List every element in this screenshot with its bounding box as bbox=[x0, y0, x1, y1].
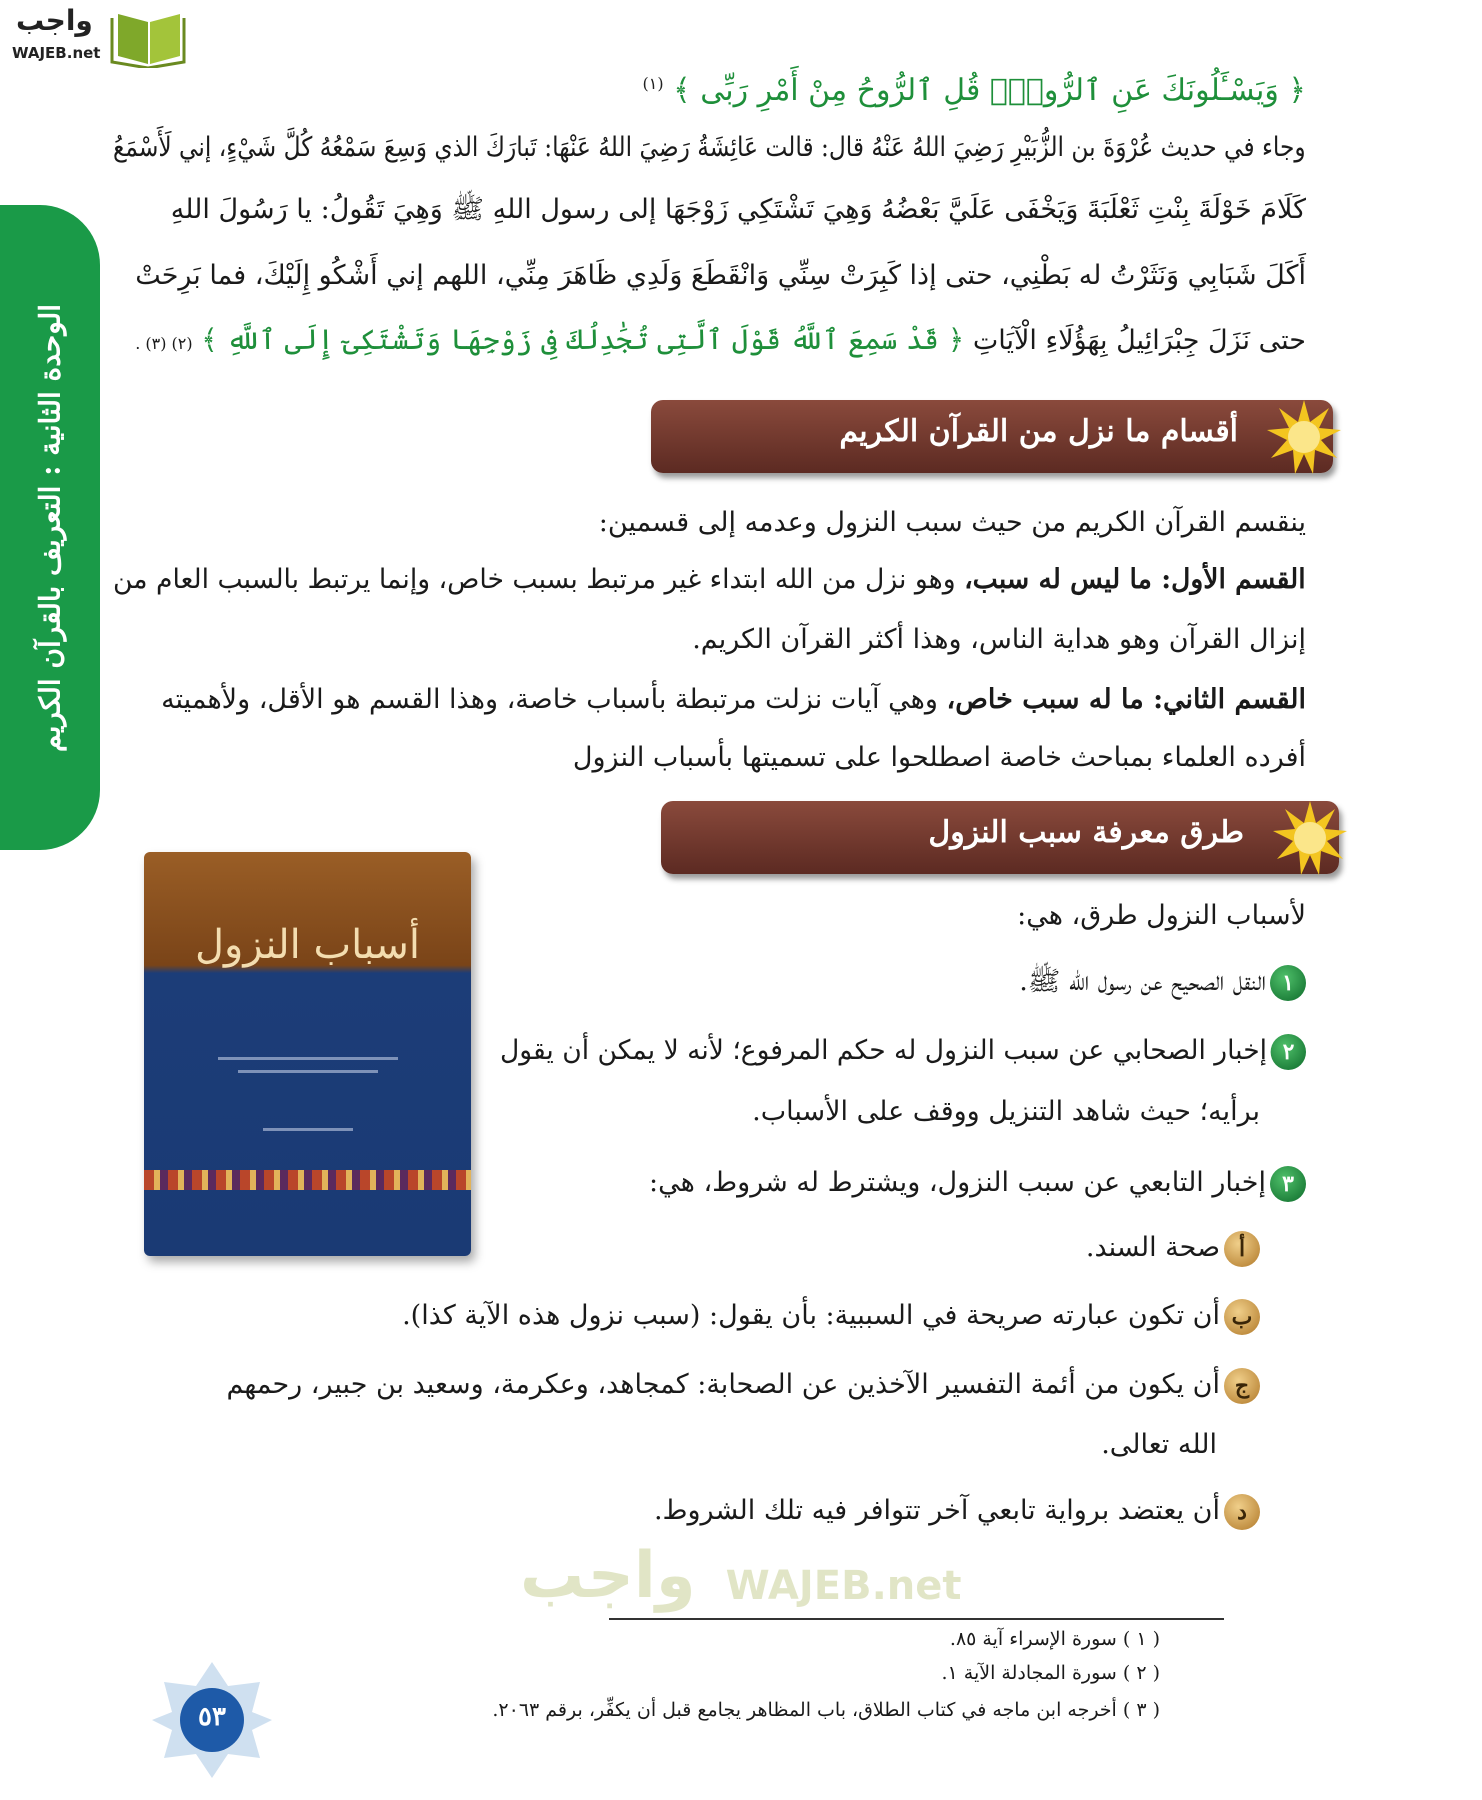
footnote-ref: (٢) (٣) . bbox=[135, 334, 193, 353]
letter-badge: د bbox=[1224, 1494, 1260, 1530]
book-title: أسباب النزول bbox=[194, 922, 421, 968]
condition-item bbox=[113, 1491, 1260, 1531]
verse-text: ﴿ وَيَسْـَٔلُونَكَ عَنِ ٱلرُّوحِۖ قُلِ ٱلرُّوحُ مِنْ أَمْرِ رَبِّى ﴾ bbox=[673, 73, 1306, 108]
number-badge: ٢ bbox=[1271, 1034, 1306, 1070]
second-division bbox=[113, 680, 1306, 720]
condition-content bbox=[226, 1365, 1260, 1405]
first-division bbox=[113, 560, 1306, 600]
item-text: إخبار الصحابي عن سبب النزول له حكم المرفوع؛ لأنه لا يمكن أن يقول bbox=[499, 1035, 1267, 1066]
verse-line bbox=[643, 64, 1306, 111]
sun-badge-icon bbox=[1267, 400, 1341, 474]
section-title: طرق معرفة سبب النزول bbox=[928, 815, 1244, 850]
hadith-line-last bbox=[113, 320, 1306, 360]
first-division-text: وهو نزل من الله ابتداء غير مرتبط بسبب خاص، وإنما يرتبط بالسبب العام من bbox=[113, 564, 965, 595]
book-subtitle-line bbox=[238, 1070, 378, 1073]
condition-content bbox=[402, 1296, 1260, 1336]
sun-badge-icon bbox=[1273, 801, 1347, 875]
hadith-line bbox=[113, 190, 1306, 230]
condition-content bbox=[654, 1491, 1260, 1531]
logo-arabic: واجب bbox=[16, 4, 93, 37]
condition-item-cont bbox=[113, 1425, 1217, 1465]
section-title: أقسام ما نزل من القرآن الكريم bbox=[839, 414, 1238, 449]
method-item-cont bbox=[500, 1092, 1260, 1132]
quran-verse-2: ﴿ قَدْ سَمِعَ ٱللَّهُ قَوْلَ ٱلَّتِى تُجَٰدِلُكَ فِى زَوْجِهَا وَتَشْتَكِىٓ إِلَى ٱللَّهِ ﴾ bbox=[201, 323, 965, 356]
footnote-divider bbox=[609, 1618, 1224, 1620]
book-subtitle-line bbox=[218, 1057, 398, 1060]
watermark-latin: WAJEB.net bbox=[725, 1563, 962, 1609]
second-division-cont-text: أفرده العلماء بمباحث خاصة اصطلحوا على تسميتها بأسباب النزول bbox=[572, 742, 1306, 773]
second-division-label: القسم الثاني: ما له سبب خاص، bbox=[946, 684, 1306, 715]
section-header-1 bbox=[651, 400, 1333, 473]
hadith-last-content bbox=[135, 320, 1306, 364]
method-content bbox=[649, 1163, 1306, 1203]
letter-badge: ب bbox=[1224, 1299, 1260, 1335]
first-division-label: القسم الأول: ما ليس له سبب، bbox=[964, 564, 1306, 595]
footnote: ( ٣ ) أخرجه ابن ماجه في كتاب الطلاق، باب المظاهر يجامع قبل أن يكفِّر، برقم ٢٠٦٣. bbox=[492, 1699, 1160, 1721]
section-header-2 bbox=[661, 801, 1339, 874]
first-division-cont-text: إنزال القرآن وهو هداية الناس، وهذا أكثر القرآن الكريم. bbox=[692, 624, 1306, 655]
condition-text: أن تكون عبارته صريحة في السببية: بأن يقول: (سبب نزول هذه الآية كذا). bbox=[402, 1300, 1220, 1331]
hadith-text: وجاء في حديث عُرْوَةَ بن الزُّبَيْرِ رَضِيَ اللهُ عَنْهُ قال: قالت عَائِشَةُ رَضِيَ اللهُ عَنْهَا: تَبارَكَ الذي وَسِعَ سَمْعُهُ كُلَّ شَيْءٍ، إني لَأَسْمَعُ bbox=[113, 132, 1306, 163]
condition-item bbox=[113, 1365, 1260, 1405]
unit-title: الوحدة الثانية : التعريف بالقرآن الكريم bbox=[33, 303, 67, 752]
hadith-text: حتى نَزَلَ جِبْرَائِيلُ بِهَؤُلَاءِ الْآيَاتِ bbox=[972, 325, 1306, 356]
intro-text: ينقسم القرآن الكريم من حيث سبب النزول وعدمه إلى قسمين: bbox=[598, 507, 1306, 538]
page-number: ٥٣ bbox=[198, 1702, 226, 1732]
footnote: ( ٢ ) سورة المجادلة الآية ١. bbox=[941, 1662, 1160, 1684]
footnote-ref: (١) bbox=[642, 74, 664, 93]
method-content bbox=[1019, 962, 1306, 1002]
number-badge: ١ bbox=[1270, 965, 1306, 1001]
item-text: النقل الصحيح عن رسول الله ﷺ. bbox=[1019, 966, 1266, 997]
condition-text: صحة السند. bbox=[1085, 1232, 1220, 1263]
section1-intro bbox=[113, 503, 1306, 543]
book-author-line bbox=[263, 1128, 353, 1131]
item-text: إخبار التابعي عن سبب النزول، ويشترط له شروط، هي: bbox=[649, 1167, 1266, 1198]
hadith-line bbox=[113, 256, 1306, 296]
section2-intro bbox=[113, 896, 1306, 936]
wajeb-logo bbox=[8, 4, 193, 68]
item-cont-text: برأيه؛ حيث شاهد التنزيل ووقف على الأسباب. bbox=[752, 1096, 1260, 1127]
method-content bbox=[500, 1031, 1306, 1071]
condition-item bbox=[500, 1228, 1260, 1268]
number-badge: ٣ bbox=[1270, 1166, 1306, 1202]
intro-text: لأسباب النزول طرق، هي: bbox=[1017, 900, 1306, 931]
first-division-cont bbox=[113, 620, 1306, 660]
method-item bbox=[500, 1031, 1306, 1071]
wajeb-watermark bbox=[520, 1538, 962, 1614]
condition-text: أن يكون من أئمة التفسير الآخذين عن الصحابة: كمجاهد، وعكرمة، وسعيد بن جبير، رحمهم bbox=[226, 1369, 1220, 1400]
letter-badge: ج bbox=[1224, 1368, 1260, 1404]
hadith-text: أَكَلَ شَبَابِي وَنَثَرْتُ له بَطْنِي، حتى إذا كَبِرَتْ سِنِّي وَانْقَطَعَ وَلَدِي ظَاهَرَ مِنِّي، اللهم إني أَشْكُو إِلَيْكَ، فما بَرِحَتْ bbox=[135, 260, 1306, 291]
condition-item bbox=[113, 1296, 1260, 1336]
page-number-badge bbox=[152, 1662, 272, 1778]
unit-side-tab bbox=[0, 205, 100, 850]
watermark-arabic: واجب bbox=[520, 1539, 696, 1613]
condition-cont-text: الله تعالى. bbox=[1101, 1429, 1217, 1460]
first-division-content bbox=[113, 560, 1306, 600]
second-division-content bbox=[161, 680, 1306, 720]
method-item bbox=[500, 962, 1306, 1002]
second-division-cont bbox=[113, 738, 1306, 778]
hadith-line bbox=[113, 128, 1306, 168]
hadith-text: كَلَامَ خَوْلَةَ بِنْتِ ثَعْلَبَةَ وَيَخْفَى عَلَيَّ بَعْضُهُ وَهِيَ تَشْتَكِي زَوْجَهَا إلى رسول اللهِ ﷺ وَهِيَ تَقُولُ: يا رَسُولَ اللهِ bbox=[170, 194, 1306, 225]
method-item bbox=[500, 1163, 1306, 1203]
second-division-text: وهي آيات نزلت مرتبطة بأسباب خاصة، وهذا القسم هو الأقل، ولأهميته bbox=[161, 684, 947, 715]
book-ornament bbox=[144, 1170, 471, 1190]
letter-badge: أ bbox=[1224, 1231, 1260, 1267]
footnote: ( ١ ) سورة الإسراء آية ٨٥. bbox=[949, 1628, 1160, 1650]
condition-text: أن يعتضد برواية تابعي آخر تتوافر فيه تلك الشروط. bbox=[653, 1495, 1220, 1526]
condition-content bbox=[1086, 1228, 1260, 1268]
logo-latin: WAJEB.net bbox=[12, 44, 101, 62]
quran-verse-1 bbox=[113, 64, 1306, 108]
